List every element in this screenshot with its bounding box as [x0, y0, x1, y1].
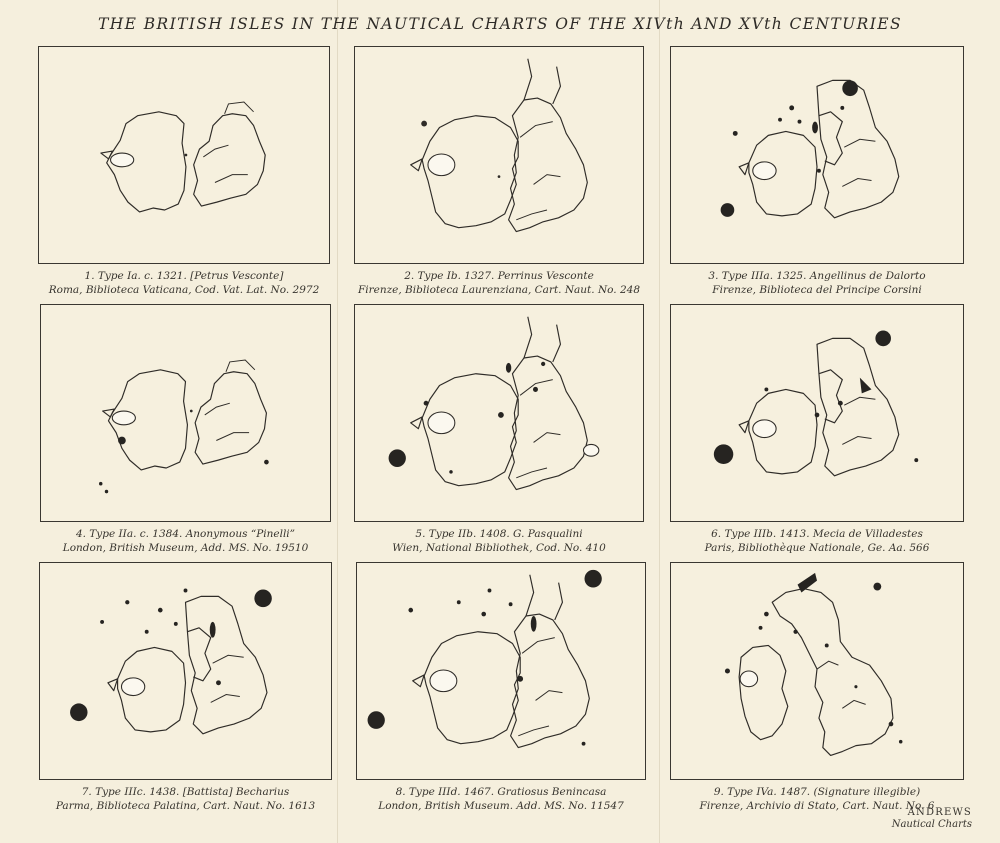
coastline-sketch-2 — [355, 47, 643, 263]
paper-fold — [337, 0, 338, 843]
chart-frame-8 — [356, 562, 646, 780]
chart-frame-6 — [670, 304, 964, 522]
caption-6-line1: 6. Type IIIb. 1413. Mecia de Villadestes — [711, 528, 923, 540]
caption-9-line1: 9. Type IVa. 1487. (Signature illegible) — [713, 786, 921, 798]
caption-7-line1: 7. Type IIIc. 1438. [Battista] Becharius — [81, 786, 290, 798]
caption-3-line1: 3. Type IIIa. 1325. Angellinus de Dalorto — [708, 270, 926, 282]
caption-7-line2: Parma, Biblioteca Palatina, Cart. Naut. No. 1613 — [55, 800, 316, 812]
chart-frame-5 — [354, 304, 644, 522]
chart-frame-2 — [354, 46, 644, 264]
author-signature — [892, 807, 972, 831]
paper-fold — [659, 0, 660, 843]
caption-2-line2: Firenze, Biblioteca Laurenziana, Cart. Naut. No. 248 — [358, 284, 640, 296]
caption-8-line2: London, British Museum. Add. MS. No. 11547 — [378, 800, 624, 812]
coastline-sketch-4 — [41, 305, 330, 521]
coastline-sketch-3 — [671, 47, 963, 263]
chart-frame-9 — [670, 562, 964, 780]
chart-frame-4 — [40, 304, 331, 522]
coastline-sketch-5 — [355, 305, 643, 521]
caption-4-line2: London, British Museum, Add. MS. No. 19510 — [62, 542, 309, 554]
caption-2-line1: 2. Type Ib. 1327. Perrinus Vesconte — [404, 270, 594, 282]
author-name: ANDREWS — [907, 807, 972, 818]
caption-6-line2: Paris, Bibliothèque Nationale, Ge. Aa. 566 — [704, 542, 930, 554]
coastline-sketch-7 — [40, 563, 331, 779]
coastline-sketch-9 — [671, 563, 963, 779]
caption-5-line1: 5. Type IIb. 1408. G. Pasqualini — [415, 528, 583, 540]
coastline-sketch-6 — [671, 305, 963, 521]
caption-5-line2: Wien, National Bibliothek, Cod. No. 410 — [392, 542, 606, 554]
chart-frame-3 — [670, 46, 964, 264]
caption-1-line1: 1. Type Ia. c. 1321. [Petrus Vesconte] — [84, 270, 284, 282]
chart-frame-7 — [39, 562, 332, 780]
author-subtitle: Nautical Charts — [891, 819, 972, 830]
caption-3-line2: Firenze, Biblioteca del Principe Corsini — [712, 284, 922, 296]
caption-1-line2: Roma, Biblioteca Vaticana, Cod. Vat. Lat. No. 2972 — [48, 284, 320, 296]
caption-8-line1: 8. Type IIId. 1467. Gratiosus Benincasa — [395, 786, 607, 798]
coastline-sketch-8 — [357, 563, 645, 779]
caption-4-line1: 4. Type IIa. c. 1384. Anonymous “Pinelli” — [75, 528, 296, 540]
coastline-sketch-1 — [39, 47, 329, 263]
page-title: THE BRITISH ISLES IN THE NAUTICAL CHARTS OF THE XIVth AND XVth CENTURIES — [98, 15, 902, 33]
caption-9-line2: Firenze, Archivio di Stato, Cart. Naut. No. 6 — [699, 800, 935, 812]
chart-frame-1 — [38, 46, 330, 264]
